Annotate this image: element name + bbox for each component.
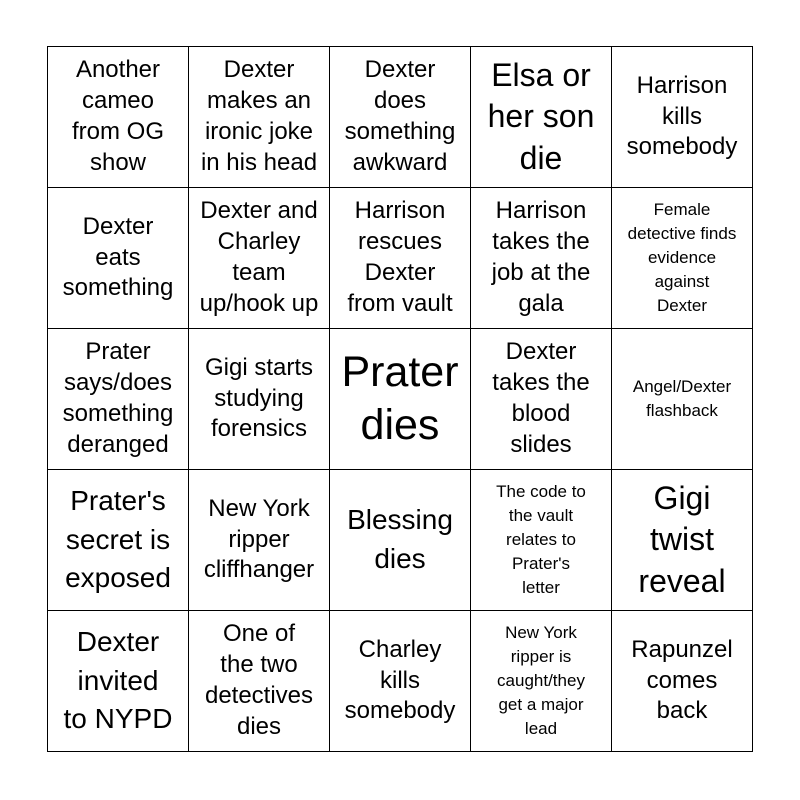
bingo-cell-text: Rapunzel comes back [631, 635, 733, 725]
bingo-cell-text: The code to the vault relates to Prater's letter [496, 481, 586, 598]
bingo-board [47, 46, 753, 752]
bingo-cell-1-1[interactable] [48, 47, 189, 188]
bingo-cell-text: Female detective finds evidence against Dexter [627, 199, 737, 316]
bingo-cell-text: Angel/Dexter flashback [632, 376, 732, 420]
bingo-cell-text: Dexter makes an ironic joke in his head [200, 56, 318, 176]
bingo-cell-3-5[interactable] [612, 329, 753, 470]
bingo-cell-3-2[interactable] [189, 329, 330, 470]
bingo-cell-2-1[interactable] [48, 188, 189, 329]
bingo-cell-2-4[interactable] [471, 188, 612, 329]
bingo-cell-1-5[interactable] [612, 47, 753, 188]
bingo-cell-text: Elsa or her son die [487, 56, 595, 176]
bingo-cell-text: Harrison rescues Dexter from vault [347, 197, 453, 317]
bingo-cell-5-2[interactable] [189, 611, 330, 752]
bingo-cell-text: Harrison kills somebody [626, 71, 738, 161]
bingo-cell-text: Gigi twist reveal [638, 479, 726, 599]
bingo-cell-4-1[interactable] [48, 470, 189, 611]
bingo-cell-2-3[interactable] [330, 188, 471, 329]
bingo-cell-5-5[interactable] [612, 611, 753, 752]
bingo-cell-text: Another cameo from OG show [71, 56, 164, 176]
bingo-cell-1-3[interactable] [330, 47, 471, 188]
bingo-cell-4-5[interactable] [612, 470, 753, 611]
bingo-cell-4-2[interactable] [189, 470, 330, 611]
bingo-cell-text: New York ripper cliffhanger [203, 494, 315, 584]
bingo-cell-4-4[interactable] [471, 470, 612, 611]
bingo-cell-text: Harrison takes the job at the gala [491, 197, 591, 317]
bingo-cell-3-1[interactable] [48, 329, 189, 470]
bingo-cell-text: Dexter eats something [62, 212, 174, 302]
bingo-cell-1-2[interactable] [189, 47, 330, 188]
bingo-cell-text: Dexter invited to NYPD [63, 626, 173, 735]
bingo-cell-text: Blessing dies [347, 504, 453, 574]
bingo-cell-5-3[interactable] [330, 611, 471, 752]
bingo-cell-2-2[interactable] [189, 188, 330, 329]
bingo-cell-text: Dexter takes the blood slides [492, 338, 590, 458]
bingo-cell-text: Dexter and Charley team up/hook up [199, 197, 319, 317]
bingo-cell-text: One of the two detectives dies [204, 620, 314, 740]
bingo-cell-text: Prater's secret is exposed [65, 485, 171, 594]
bingo-cell-text: New York ripper is caught/they get a major lead [497, 622, 585, 739]
bingo-cell-text: Prater says/does something deranged [62, 338, 174, 458]
bingo-cell-text: Gigi starts studying forensics [204, 353, 314, 443]
bingo-cell-3-3[interactable] [330, 329, 471, 470]
bingo-cell-5-4[interactable] [471, 611, 612, 752]
bingo-cell-3-4[interactable] [471, 329, 612, 470]
bingo-cell-text: Dexter does something awkward [344, 56, 456, 176]
bingo-cell-1-4[interactable] [471, 47, 612, 188]
bingo-cell-2-5[interactable] [612, 188, 753, 329]
bingo-cell-text: Charley kills somebody [344, 635, 456, 725]
bingo-cell-5-1[interactable] [48, 611, 189, 752]
bingo-cell-4-3[interactable] [330, 470, 471, 611]
bingo-cell-text: Prater dies [341, 347, 459, 449]
